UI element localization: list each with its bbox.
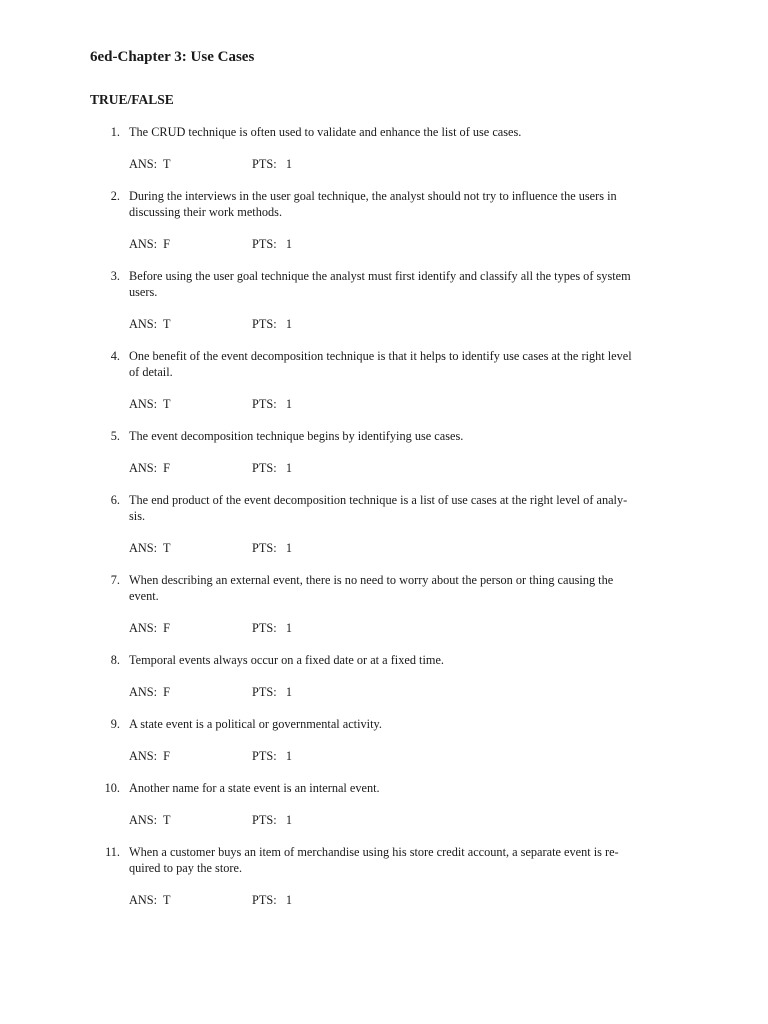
- document-title: 6ed-Chapter 3: Use Cases: [90, 49, 255, 65]
- answer-row: [129, 684, 768, 700]
- question-item: [0, 572, 768, 636]
- question-text: The event decomposition technique begins by identifying use cases.: [129, 429, 464, 443]
- question-item: [0, 124, 768, 172]
- question-item: [0, 716, 768, 764]
- answer-value: ANS: T: [129, 541, 171, 555]
- answer-value: ANS: F: [129, 621, 171, 635]
- question-number: 8.: [110, 653, 120, 667]
- points-value: PTS: 1: [252, 397, 292, 411]
- question-number: 3.: [110, 269, 120, 283]
- question-item: [0, 492, 768, 556]
- question-item: [0, 268, 768, 332]
- answer-value: ANS: F: [129, 237, 171, 251]
- question-text: Before using the user goal technique the analyst must first identify and classify all the types of system users.: [129, 269, 631, 299]
- points-value: PTS: 1: [252, 317, 292, 331]
- question-text: During the interviews in the user goal technique, the analyst should not try to influence the users in discussing their work methods.: [129, 189, 617, 219]
- answer-value: ANS: T: [129, 397, 171, 411]
- points-value: PTS: 1: [252, 541, 292, 555]
- answer-value: ANS: T: [129, 157, 171, 171]
- answer-value: ANS: F: [129, 685, 171, 699]
- points-value: PTS: 1: [252, 813, 292, 827]
- question-number: 6.: [110, 493, 120, 507]
- question-number: 9.: [110, 717, 120, 731]
- answer-value: ANS: F: [129, 749, 171, 763]
- answer-row: [129, 812, 768, 828]
- question-text: The end product of the event decomposition technique is a list of use cases at the right level of analy- sis.: [129, 493, 628, 523]
- points-value: PTS: 1: [252, 461, 292, 475]
- question-number: 2.: [110, 189, 120, 203]
- question-number: 4.: [110, 349, 120, 363]
- points-value: PTS: 1: [252, 237, 292, 251]
- points-value: PTS: 1: [252, 621, 292, 635]
- question-text: Temporal events always occur on a fixed date or at a fixed time.: [129, 653, 444, 667]
- answer-row: [129, 316, 768, 332]
- answer-row: [129, 748, 768, 764]
- question-number: 7.: [110, 573, 120, 587]
- answer-row: [129, 892, 768, 908]
- points-value: PTS: 1: [252, 685, 292, 699]
- points-value: PTS: 1: [252, 893, 292, 907]
- answer-value: ANS: T: [129, 813, 171, 827]
- question-text: Another name for a state event is an internal event.: [129, 781, 380, 795]
- points-value: PTS: 1: [252, 157, 292, 171]
- question-number: 10.: [104, 781, 120, 795]
- question-number: 1.: [110, 125, 120, 139]
- question-number: 5.: [110, 429, 120, 443]
- section-heading: TRUE/FALSE: [90, 92, 174, 107]
- answer-row: [129, 460, 768, 476]
- question-list: [0, 124, 768, 908]
- question-item: [0, 844, 768, 908]
- answer-row: [129, 540, 768, 556]
- question-text: One benefit of the event decomposition technique is that it helps to identify use cases at the right level of detail.: [129, 349, 632, 379]
- question-item: [0, 348, 768, 412]
- question-item: [0, 188, 768, 252]
- question-text: When a customer buys an item of merchandise using his store credit account, a separate event is re- quired to pay the store.: [129, 845, 619, 875]
- points-value: PTS: 1: [252, 749, 292, 763]
- question-item: [0, 652, 768, 700]
- question-text: A state event is a political or governmental activity.: [129, 717, 382, 731]
- answer-value: ANS: F: [129, 461, 171, 475]
- question-item: [0, 428, 768, 476]
- question-text: The CRUD technique is often used to validate and enhance the list of use cases.: [129, 125, 522, 139]
- answer-row: [129, 156, 768, 172]
- question-number: 11.: [105, 845, 120, 859]
- question-item: [0, 780, 768, 828]
- answer-value: ANS: T: [129, 317, 171, 331]
- answer-row: [129, 236, 768, 252]
- answer-row: [129, 620, 768, 636]
- question-text: When describing an external event, there is no need to worry about the person or thing causing the event.: [129, 573, 614, 603]
- answer-value: ANS: T: [129, 893, 171, 907]
- answer-row: [129, 396, 768, 412]
